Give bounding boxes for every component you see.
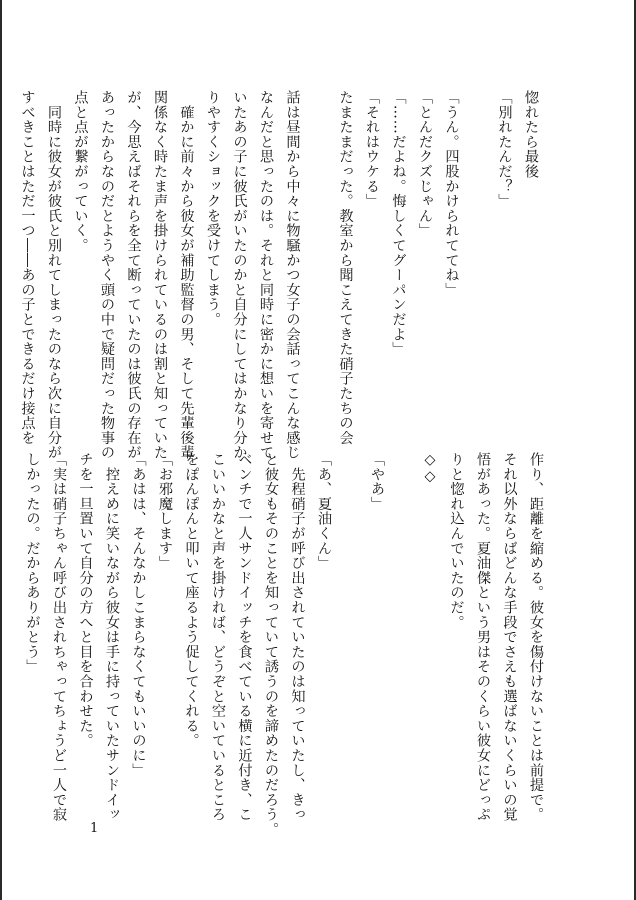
text-line: たまたまだった。教室から聞こえてきた硝子たちの会 — [337, 90, 354, 446]
text-line: 作り、距離を縮める。彼女を傷付けないことは前提で。 — [528, 452, 544, 822]
text-line: 「別れたんだ？」 — [496, 90, 513, 209]
text-line: なんだと思ったのは。それと同時に密かに想いを寄せて — [258, 90, 274, 460]
text-line: 「あはは、そんなかしこまらなくてもいいのに」 — [130, 452, 147, 778]
text-line: 関係なく時たま声を掛けられているのは割と知っていた — [152, 90, 168, 460]
text-line: いたあの子に彼氏がいたのかと自分にしてはかなり分か — [231, 90, 248, 460]
lower-text-block — [19, 452, 549, 837]
text-line: ◇◇ — [422, 452, 438, 486]
text-line: 控えめに笑いながら彼女は手に持っていたサンドイッ — [104, 452, 120, 822]
text-line: 話は昼間から中々に物騒かつ女子の会話ってこんな感じ — [284, 90, 301, 460]
text-line: 同時に彼女が彼氏と別れてしまったのなら次に自分が — [46, 90, 62, 460]
page-number: 1 — [90, 821, 99, 836]
text-line: と彼女もそのことを知っていて誘うのを諦めたのだろう。 — [263, 452, 279, 837]
upper-text-block — [14, 90, 544, 460]
text-line: 先程硝子が呼び出されていたのは知っていたし、きっ — [289, 452, 306, 822]
text-line: をぽんぽんと叩いて座るよう促してくれる。 — [183, 452, 200, 748]
text-line: 悟があった。夏油傑という男はそのくらい彼女にどっぷ — [475, 452, 491, 822]
text-line: あったからなのだとようやく頭の中で疑問だった物事の — [99, 90, 115, 460]
text-line: 「やあ」 — [369, 452, 385, 512]
text-line: 確かに前々から彼女が補助監督の男、そして先輩後輩 — [178, 90, 195, 460]
text-line: チを一旦置いて自分の方へと目を合わせた。 — [77, 452, 94, 748]
text-line: 「……だよね。悔しくてグーパンだよ」 — [390, 90, 407, 357]
text-line: 惚れたら最後 — [523, 90, 539, 179]
text-line: しかったの。だからありがとう」 — [24, 452, 41, 674]
text-line: すべきことはただ一つ――あの子とできるだけ接点を — [19, 90, 36, 446]
text-line: 「お邪魔します」 — [157, 452, 173, 571]
text-line: こいいかなと声を掛ければ、どうぞと空いているところ — [210, 452, 226, 822]
text-line: 「あ、夏油くん」 — [316, 452, 332, 571]
text-line: 「うん。四股かけられててね」 — [443, 90, 460, 298]
text-line: 「それはウケる」 — [364, 90, 380, 209]
page-left-border — [0, 0, 2, 900]
text-line: 点と点が繋がっていく。 — [72, 90, 89, 253]
text-line: が、今思えばそれらを全て断っていたのは彼氏の存在が — [125, 90, 142, 460]
text-line: 「とんだクズじゃん」 — [417, 90, 433, 238]
text-line: りやすくショックを受けてしまう。 — [205, 90, 221, 327]
text-line: りと惚れ込んでいたのだ。 — [448, 452, 465, 630]
text-line: ベンチで一人サンドイッチを食べている横に近付き、こ — [236, 452, 253, 822]
text-line: それ以外ならばどんな手段でさえも選ばないくらいの覚 — [501, 452, 518, 822]
text-line: 「実は硝子ちゃん呼び出されちゃってちょうど一人で寂 — [51, 452, 67, 822]
